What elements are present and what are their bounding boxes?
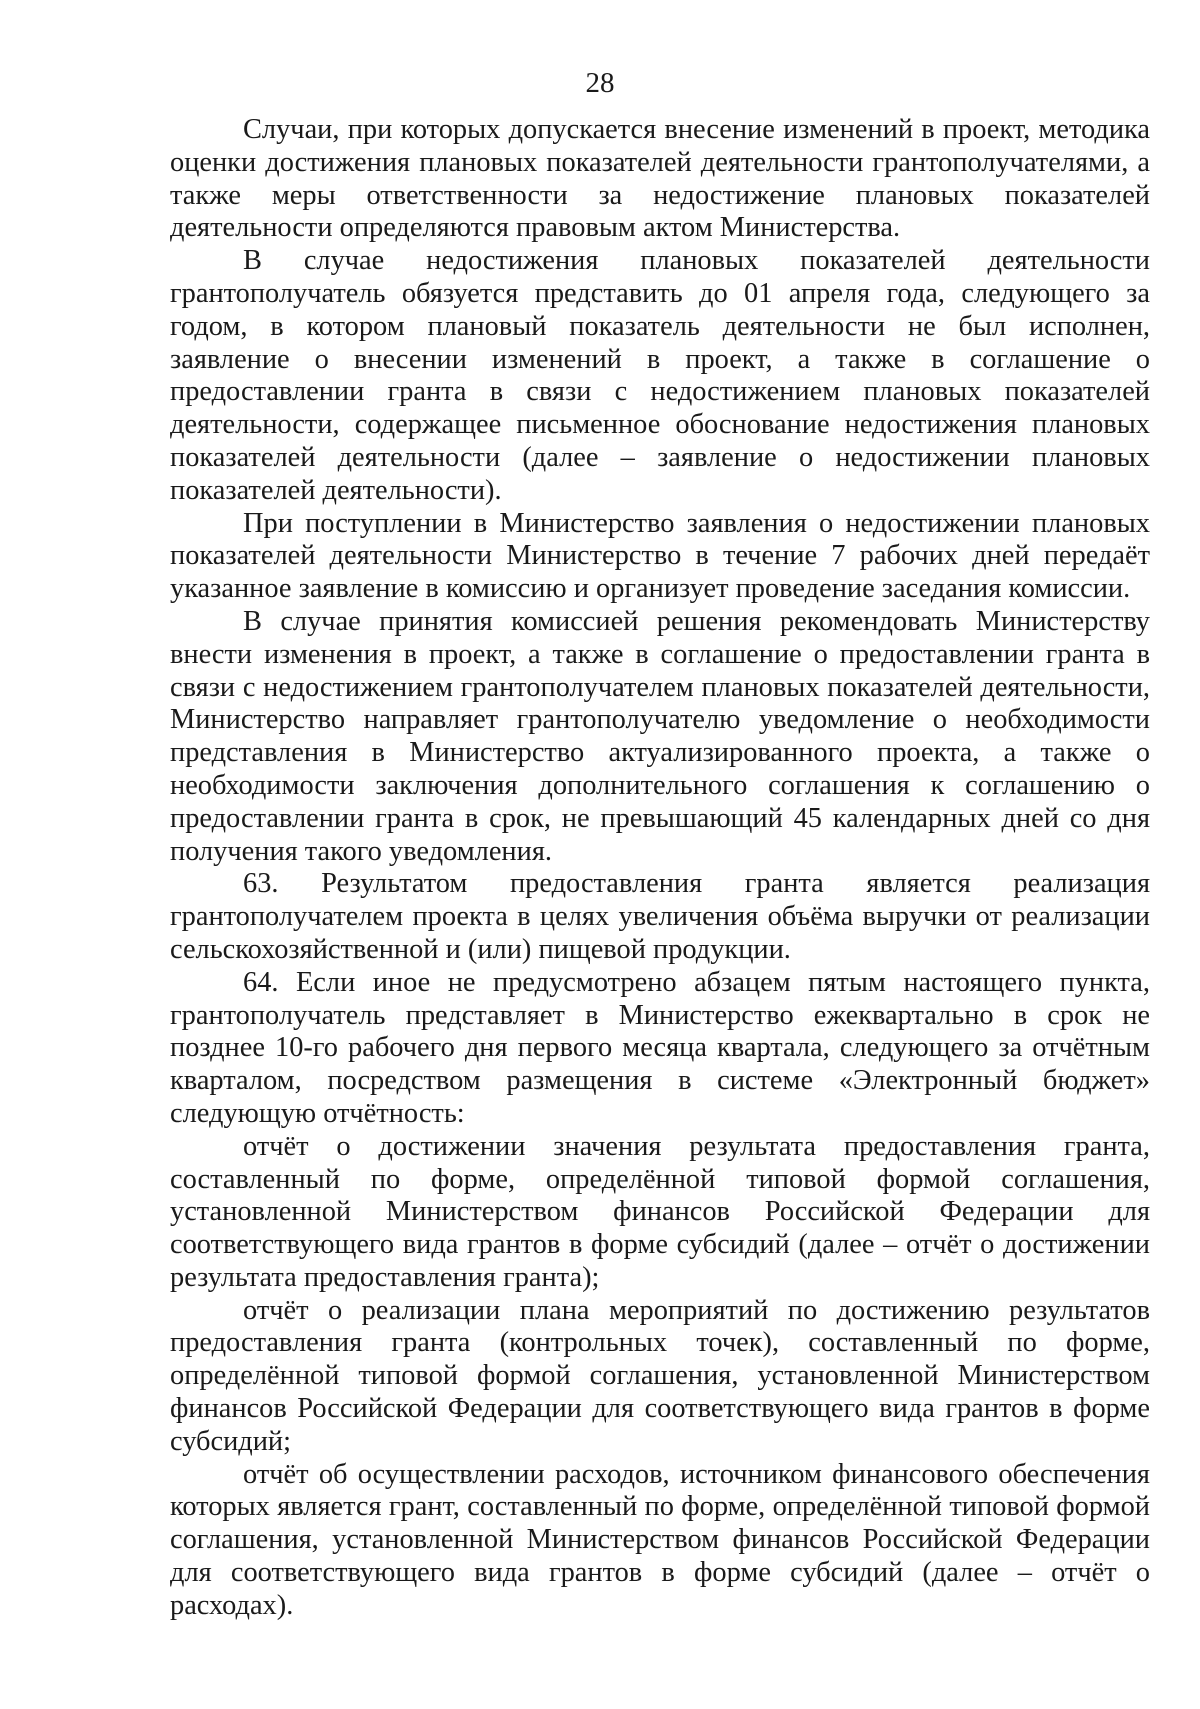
paragraph-ministry-receipt: При поступлении в Министерство заявления о недостижении плановых показателей деятельности Министерство в течение 7 рабочих дней передаёт указанное заявление в комиссию и организует проведение заседания комиссии. bbox=[170, 507, 1150, 605]
paragraph-non-achievement: В случае недостижения плановых показателей деятельности грантополучатель обязуется представить до 01 апреля года, следующего за годом, в котором плановый показатель деятельности не был исполнен, заявление о внесении изменений в проект, а также в соглашение о предоставлении гранта в связи с недостижением плановых показателей деятельности, содержащее письменное обоснование недостижения плановых показателей деятельности (далее – заявление о недостижении плановых показателей деятельности). bbox=[170, 245, 1150, 506]
paragraph-change-cases: Случаи, при которых допускается внесение изменений в проект, методика оценки достижения плановых показателей деятельности грантополучателями, а также меры ответственности за недостижение плановых показателей деятельности определяются правовым актом Министерства. bbox=[170, 114, 1150, 244]
list-item-expenses-report: отчёт об осуществлении расходов, источником финансового обеспечения которых является грант, составленный по форме, определённой типовой формой соглашения, установленной Министерством финансов Российской Федерации для соответствующего вида грантов в форме субсидий (далее – отчёт о расходах). bbox=[170, 1458, 1150, 1621]
list-item-plan-report: отчёт о реализации плана мероприятий по достижению результатов предоставления гранта (контрольных точек), составленный по форме, определённой типовой формой соглашения, установленной Министерством финансов Российской Федерации для соответствующего вида грантов в форме субсидий; bbox=[170, 1294, 1150, 1457]
paragraph-clause-63: 63. Результатом предоставления гранта является реализация грантополучателем проекта в целях увеличения объёма выручки от реализации сельскохозяйственной и (или) пищевой продукции. bbox=[170, 868, 1150, 965]
document-body bbox=[170, 114, 1150, 1623]
paragraph-commission-decision: В случае принятия комиссией решения рекомендовать Министерству внести изменения в проект, а также в соглашение о предоставлении гранта в связи с недостижением грантополучателем плановых показателей деятельности, Министерство направляет грантополучателю уведомление о необходимости представления в Министерство актуализированного проекта, а также о необходимости заключения дополнительного соглашения к соглашению о предоставлении гранта в срок, не превышающий 45 календарных дней со дня получения такого уведомления. bbox=[170, 605, 1150, 867]
page-number: 28 bbox=[585, 67, 615, 99]
list-item-result-report: отчёт о достижении значения результата предоставления гранта, составленный по форме, определённой типовой формой соглашения, установленной Министерством финансов Российской Федерации для соответствующего вида грантов в форме субсидий (далее – отчёт о достижении результата предоставления гранта); bbox=[170, 1130, 1150, 1293]
paragraph-clause-64: 64. Если иное не предусмотрено абзацем пятым настоящего пункта, грантополучатель представляет в Министерство ежеквартально в срок не позднее 10-го рабочего дня первого месяца квартала, следующего за отчётным кварталом, посредством размещения в системе «Электронный бюджет» следующую отчётность: bbox=[170, 966, 1150, 1129]
